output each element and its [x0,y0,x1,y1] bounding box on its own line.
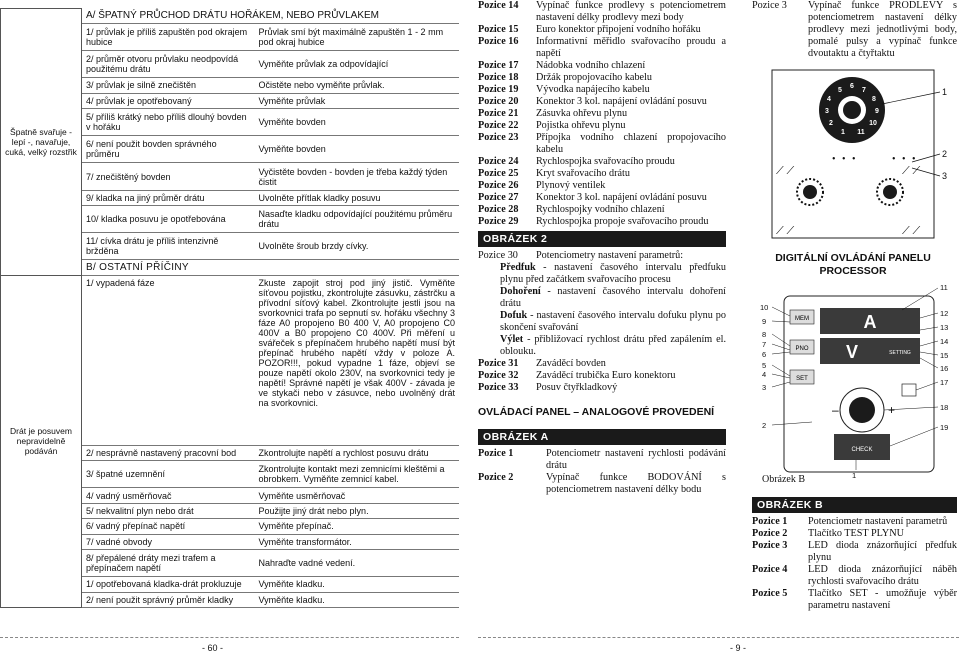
setting-label: SETTING [889,350,911,356]
positions-list-d [752,516,957,612]
cause-cell: 2/ nesprávně nastavený pracovní bod [82,445,255,460]
position-text: Vývodka napájecího kabelu [536,84,650,95]
right-footer-rule [478,637,959,638]
position-text: Rychlospojky vodního chlazení [536,204,665,215]
position-row [478,84,726,96]
parameter-name: Dofuk [500,310,528,321]
position-text: Tlačítko TEST PLYNU [808,528,904,539]
position-key: Pozice 18 [478,72,519,83]
parameter-list [478,262,726,358]
callout-1: 1 [942,87,948,97]
dial-number: 11 [857,129,865,136]
led-dots: • • • [832,154,858,165]
callout-2: 2 [942,149,948,159]
cause-cell: 11/ cívka drátu je příliš intenzivně bržděna [82,233,255,260]
position-key: Pozice 14 [478,0,519,11]
position-text: Přípojka vodního chlazení propojovacího kabelu [536,132,726,155]
remedy-cell: Nahraďte vadné vedení. [255,549,460,576]
left-footer-rule [0,637,459,638]
callout: 2 [762,421,767,430]
position-text: Zásuvka ohřevu plynu [536,108,628,119]
position-row [478,204,726,216]
right-page-number: - 9 - [730,643,747,653]
cause-cell: 5/ příliš krátký nebo příliš dlouhý bovden v hořáku [82,108,255,135]
position-row [478,472,726,496]
position-key: Pozice 32 [478,370,519,381]
position-key: Pozice 28 [478,204,519,215]
obrazek-b-header: OBRÁZEK B [752,497,957,513]
position-row [478,24,726,36]
position-text: Držák propojovacího kabelu [536,72,652,83]
callout: 10 [760,303,769,312]
callout: 15 [940,351,949,360]
switch-symbol-icon: ⟋ ⟋ [776,225,795,237]
position-row [478,120,726,132]
position-row [478,216,726,228]
parameter-name: Předfuk [500,262,536,273]
callout: 8 [762,330,767,339]
ampere-display: A [863,312,877,332]
remedy-cell: Uvolněte šroub brzdy cívky. [255,233,460,260]
positions-list-b [478,358,726,394]
position-text: Potenciometr nastavení parametrů [808,516,948,527]
position-text: Zaváděcí trubička Euro konektoru [536,370,676,381]
position-key: Pozice 22 [478,120,519,131]
position-key: Pozice 21 [478,108,519,119]
callout: 11 [940,283,948,292]
cause-cell: 10/ kladka posuvu je opotřebována [82,206,255,233]
parameter-item [500,334,726,358]
mem-button: MEM [795,316,809,322]
position-row [478,108,726,120]
positions-column [478,0,726,496]
remedy-cell: Vyměňte kladku. [255,592,460,608]
position-text: Vypínač funkce prodlevy s potenciometrem nastavení délky prodlevy mezi body [536,0,726,23]
position-row [478,132,726,156]
remedy-cell: Průvlak smí být maximálně zapuštěn 1 - 2 mm pod okraj hubice [255,23,460,50]
switch-symbol-icon: ⟋ ⟋ [776,165,795,177]
position-row [752,588,957,612]
position-key: Pozice 2 [478,472,514,483]
dial-number: 10 [869,120,877,127]
callout: 16 [940,364,949,373]
section-b-symptom: Drát je posuvem nepravidelně podáván [1,275,82,607]
parameter-item [500,310,726,334]
minus-sign: – [832,403,839,417]
parameter-name: Výlet [500,334,524,345]
dial-number: 5 [838,87,842,94]
remedy-cell: Zkontrolujte napětí a rychlost posuvu drátu [255,445,460,460]
callout: 18 [940,403,949,412]
remedy-cell: Vyměňte průvlak [255,93,460,108]
cause-cell: 1/ průvlak je příliš zapuštěn pod okrajem hubice [82,23,255,50]
cause-cell: 8/ přepálené dráty mezi trafem a přepínačem napětí [82,549,255,576]
position-key: Pozice 15 [478,24,519,35]
pos3-row: Pozice 3 Vypínač funkce PRODLEVY s potenciometrem nastavení délky prodlevy mezi jednotlivými body, pomalé pulsy a vypínač funkce dvoutaktu a čtyřtaktu [752,0,957,59]
position-text: Tlačítko SET - umožňuje výběr parametru nastavení [808,588,957,611]
position-text: Vypínač funkce BODOVÁNÍ s potenciometrem nastavení délky bodu [546,472,726,495]
remedy-cell: Vyměňte usměrňovač [255,488,460,503]
remedy-cell: Očistěte nebo vyměňte průvlak. [255,78,460,93]
parameter-item [500,262,726,286]
position-row [478,156,726,168]
position-row [478,370,726,382]
callout: 7 [762,340,767,349]
cause-cell: 7/ vadné obvody [82,534,255,549]
obrazek-b-column [752,497,957,612]
figure-b-caption: Obrázek B [762,474,806,485]
position-key: Pozice 23 [478,132,519,143]
position-row [752,540,957,564]
parameter-item [500,286,726,310]
position-row [478,192,726,204]
callout: 5 [762,361,767,370]
pos30-row: Pozice 30 Potenciometry nastavení parametrů: [478,250,684,261]
position-row [478,60,726,72]
positions-list-c [478,448,726,496]
position-key: Pozice 26 [478,180,519,191]
check-button: CHECK [851,447,873,453]
switch-symbol-icon: ⟋ ⟋ [902,165,921,177]
position-row [478,382,726,394]
position-text: LED dioda znázorňující předfuk plynu [808,540,957,563]
callout-3: 3 [942,171,948,181]
remedy-cell: Zkuste zapojit stroj pod jiný jistič. Vyměňte síťovou pojistku, zkontrolujte zásuvku, zástrčku a přívodní síťový kabel. Zkontrolujte jestli jsou na svorkovnici trafa po sepnutí sv. hořáku všechny 3 fáze A0 propojeno B0 400 V, A0 propojeno C0 400V a B0 propojeno C0 400V. Při měření u svářeček s přepínačem hrubého napětí musí být přepínač hrubého napětí vždy v poloze A. POZOR!!!, pokud vypadne 1 fáze, objeví se pouze napětí okolo 230V, na svorkovnici tedy je napětí! Správné napětí je však 400V - závada je ve stykači nebo v zásuvce, nebo uvolněný drát na svorkovnici. [255,275,460,445]
figure-a-analog-panel [752,64,959,242]
position-key: Pozice 25 [478,168,519,179]
cause-cell: 2/ není použit správný průměr kladky [82,592,255,608]
position-text: Rychlospojka propoje svařovacího proudu [536,216,709,227]
dial-number: 7 [862,87,866,94]
dial-number: 2 [829,120,833,127]
position-row [478,168,726,180]
positions-list-a [478,0,726,228]
cause-cell: 3/ průvlak je silně znečištěn [82,78,255,93]
cause-cell: 9/ kladka na jiný průměr drátu [82,190,255,205]
position-row [752,564,957,588]
position-key: Pozice 24 [478,156,519,167]
position-key: Pozice 4 [752,564,788,575]
position-key: Pozice 27 [478,192,519,203]
switch-symbol-icon: ⟋ ⟋ [902,225,921,237]
cause-cell: 3/ špatné uzemnění [82,461,255,488]
callout: 13 [940,323,949,332]
cause-cell: 6/ není použit bovden správného průměru [82,136,255,163]
remedy-cell: Nasaďte kladku odpovídající použitému průměru drátu [255,206,460,233]
position-text: Rychlospojka svařovacího proudu [536,156,675,167]
remedy-cell: Vyměňte transformátor. [255,534,460,549]
dial-number: 6 [850,83,854,90]
position-row [478,72,726,84]
obrazek2-header: OBRÁZEK 2 [478,231,726,247]
position-key: Pozice 1 [752,516,788,527]
position-key: Pozice 29 [478,216,519,227]
remedy-cell: Použijte jiný drát nebo plyn. [255,503,460,518]
section-b-title: B/ OSTATNÍ PŘÍČINY [82,260,460,275]
callout: 1 [852,471,857,480]
section-a-header-row [1,9,460,24]
callout: 17 [940,378,949,387]
cause-cell: 1/ opotřebovaná kladka-drát prokluzuje [82,577,255,592]
plus-sign: + [888,403,896,417]
remedy-cell: Vyměňte bovden [255,108,460,135]
callout: 12 [940,309,949,318]
remedy-cell: Vyměňte přepínač. [255,519,460,534]
position-text: Pojistka ohřevu plynu [536,120,626,131]
dial-number: 4 [827,96,831,103]
position-row [478,0,726,24]
callout: 3 [762,383,767,392]
remedy-cell: Vyčistěte bovden - bovden je třeba každý týden čistit [255,163,460,190]
position-text: Plynový ventilek [536,180,606,191]
cause-cell: 2/ průměr otvoru průvlaku neodpovídá použitému drátu [82,51,255,78]
position-key: Pozice 1 [478,448,514,459]
position-text: Nádobka vodního chlazení [536,60,646,71]
position-key: Pozice 5 [752,588,788,599]
dial-number: 9 [875,108,879,115]
position-row [478,448,726,472]
position-key: Pozice 33 [478,382,519,393]
analog-panel-heading: OVLÁDACÍ PANEL – ANALOGOVÉ PROVEDENÍ [478,406,715,418]
position-row [478,358,726,370]
position-text: Potenciometr nastavení rychlosti podávání drátu [546,448,726,471]
position-key: Pozice 31 [478,358,519,369]
position-text: Konektor 3 kol. napájení ovládání posuvu [536,192,707,203]
parameter-name: Dohoření [500,286,541,297]
position-row [478,180,726,192]
obrazek-a-header: OBRÁZEK A [478,429,726,445]
position-text: Zaváděcí bovden [536,358,606,369]
cause-cell: 5/ nekvalitní plyn nebo drát [82,503,255,518]
position-key: Pozice 2 [752,528,788,539]
callout: 14 [940,337,949,346]
parameter-desc: - nastavení časového intervalu předfuku plynu před začátkem svařovacího procesu [500,262,726,285]
led-dots: • • • [892,154,918,165]
position-text: LED dioda znázorňující náběh rychlosti svařovacího drátu [808,564,957,587]
dial-number: 3 [825,108,829,115]
position-text: Konektor 3 kol. napájení ovládání posuvu [536,96,707,107]
set-button: SET [796,376,808,382]
dial-number: 1 [841,129,845,136]
cause-cell: 4/ průvlak je opotřebovaný [82,93,255,108]
dial-number: 8 [872,96,876,103]
position-row [478,36,726,60]
position-row [478,96,726,108]
parameter-desc: - nastavení časového intervalu dohoření drátu [500,286,726,309]
cause-cell: 4/ vadný usměrňovač [82,488,255,503]
position-key: Pozice 20 [478,96,519,107]
remedy-cell: Vyměňte průvlak za odpovídající [255,51,460,78]
position-text: Informativní měřidlo svařovacího proudu a napětí [536,36,726,59]
position-text: Kryt svařovacího drátu [536,168,630,179]
remedy-cell: Vyměňte kladku. [255,577,460,592]
remedy-cell: Zkontrolujte kontakt mezi zemnicími kleštěmi a obrobkem. Vyměňte zemnicí kabel. [255,461,460,488]
position-key: Pozice 3 [752,540,788,551]
position-text: Euro konektor připojení vodního hořáku [536,24,701,35]
table-row [1,275,460,445]
figures-column [752,0,957,60]
position-key: Pozice 16 [478,36,519,47]
figure-b-digital-panel [752,282,959,492]
volt-display: V [845,342,859,362]
cause-cell: 7/ znečištěný bovden [82,163,255,190]
position-row [752,516,957,528]
position-text: Posuv čtyřkladkový [536,382,618,393]
cause-cell: 6/ vadný přepínač napětí [82,519,255,534]
troubleshooting-table [0,8,459,608]
position-key: Pozice 17 [478,60,519,71]
digital-panel-heading: DIGITÁLNÍ OVLÁDÁNÍ PANELU PROCESSOR [775,252,931,277]
position-row [752,528,957,540]
remedy-cell: Vyměňte bovden [255,136,460,163]
callout: 4 [762,370,767,379]
position-key: Pozice 19 [478,84,519,95]
remedy-cell: Uvolněte přítlak kladky posuvu [255,190,460,205]
callout: 19 [940,423,949,432]
parameter-desc: - přibližovací rychlost drátu před zapálením el. oblouku. [500,334,726,357]
parameter-desc: - nastavení časového intervalu dofuku plynu po skončení svařování [500,310,726,333]
left-page-number: - 60 - [202,643,224,653]
section-a-symptom: Špatně svařuje - lepí -, navařuje, cuká, velký rozstřik [1,9,82,276]
callout: 9 [762,317,767,326]
section-a-title: A/ ŠPATNÝ PRŮCHOD DRÁTU HOŘÁKEM, NEBO PRŮVLAKEM [82,9,460,24]
callout: 6 [762,350,767,359]
pno-button: PNO [795,346,809,352]
cause-cell: 1/ vypadená fáze [82,275,255,445]
